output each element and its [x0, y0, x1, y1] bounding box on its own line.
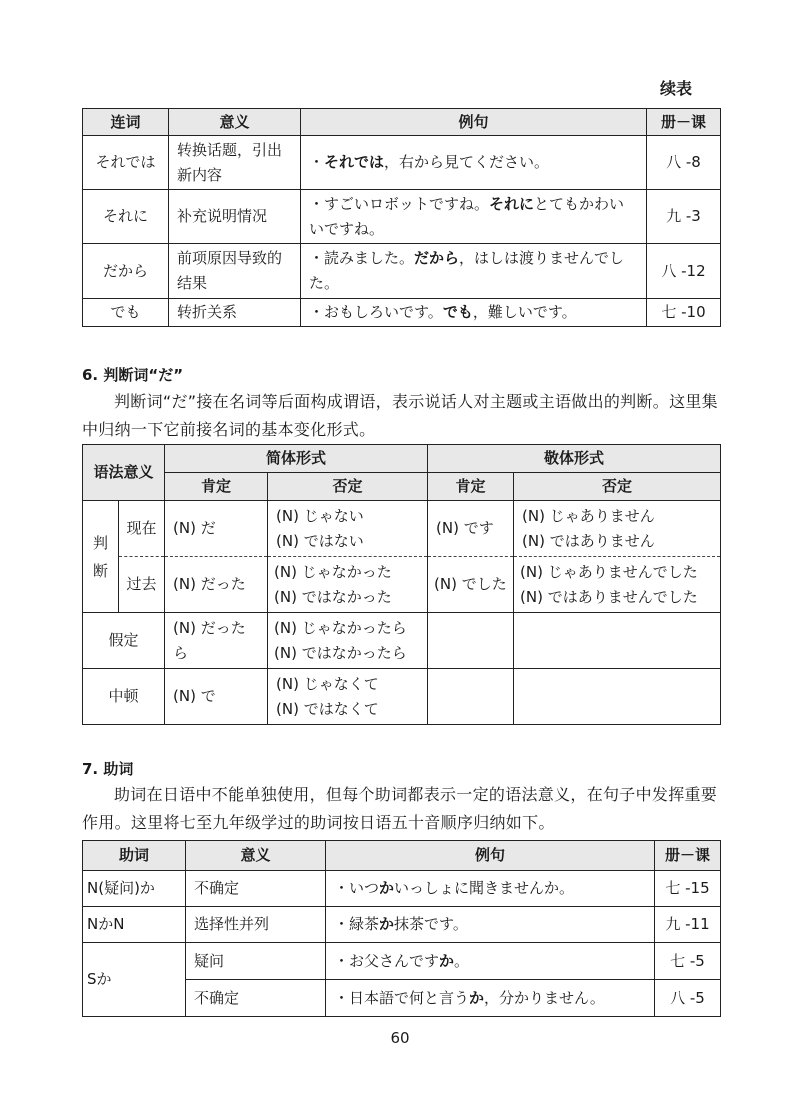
col-header-meaning: 意义 [169, 109, 301, 136]
plain-affirm-cell: (N) だ [165, 501, 268, 557]
section-6-heading: 6. 判断词“だ” [82, 366, 184, 384]
section-7-paragraph: 助词在日语中不能单独使用，但每个助词都表示一定的语法意义，在句子中发挥重要作用。这里将七至九年级学过的助词按日语五十音顺序归纳如下。 [82, 785, 718, 832]
empty-cell [428, 669, 514, 725]
col-header-example: 例句 [301, 109, 647, 136]
polite-affirm-cell: (N) です [428, 501, 514, 557]
word-cell: でも [83, 299, 169, 327]
col-header-word: 助词 [83, 841, 186, 871]
meaning-cell: 不确定 [186, 980, 326, 1017]
table-row [83, 907, 721, 943]
table-row [83, 943, 721, 980]
table-row [83, 871, 721, 907]
col-header-example: 例句 [326, 841, 655, 871]
section-7-heading: 7. 助词 [82, 760, 134, 778]
header-polite-form: 敬体形式 [428, 445, 721, 473]
col-header-word: 连词 [83, 109, 169, 136]
table-row [83, 190, 721, 244]
col-header-meaning: 意义 [186, 841, 326, 871]
table-row [83, 244, 721, 299]
word-cell: それに [83, 190, 169, 244]
plain-negate-cell: (N) じゃない (N) ではない [268, 501, 428, 557]
meaning-cell: 不确定 [186, 871, 326, 907]
table-row [83, 501, 721, 557]
header-polite-affirm: 肯定 [428, 473, 514, 501]
word-cell: NかN [83, 907, 186, 943]
plain-affirm-cell: (N) だった [165, 557, 268, 613]
empty-cell [428, 613, 514, 669]
judgment-forms-table [82, 444, 721, 725]
col-header-ref: 册－课 [647, 109, 721, 136]
ref-cell: 八 -5 [655, 980, 721, 1017]
header-grammar-meaning: 语法意义 [83, 445, 165, 501]
row-label: 中顿 [83, 669, 165, 725]
meaning-cell: 疑问 [186, 943, 326, 980]
empty-cell [514, 669, 721, 725]
ref-cell: 九 -3 [647, 190, 721, 244]
table-row [83, 669, 721, 725]
table-row [83, 299, 721, 327]
conjunction-table [82, 108, 721, 327]
header-polite-negate: 否定 [514, 473, 721, 501]
continued-label: 续表 [660, 79, 693, 98]
row-label: 现在 [119, 501, 165, 557]
plain-negate-cell: (N) じゃなかったら (N) ではなかったら [268, 613, 428, 669]
ref-cell: 八 -12 [647, 244, 721, 299]
example-cell: ・おもしろいです。でも，難しいです。 [301, 299, 647, 327]
col-header-ref: 册－课 [655, 841, 721, 871]
ref-cell: 八 -8 [647, 136, 721, 190]
empty-cell [514, 613, 721, 669]
ref-cell: 七 -15 [655, 871, 721, 907]
row-label: 过去 [119, 557, 165, 613]
ref-cell: 九 -11 [655, 907, 721, 943]
header-plain-negate: 否定 [268, 473, 428, 501]
table-row [83, 613, 721, 669]
row-label: 假定 [83, 613, 165, 669]
example-cell: ・読みました。だから，はしは渡りませんでした。 [301, 244, 647, 299]
meaning-cell: 转换话题，引出新内容 [169, 136, 301, 190]
example-cell: ・すごいロボットですね。それにとてもかわいいですね。 [301, 190, 647, 244]
meaning-cell: 补充说明情况 [169, 190, 301, 244]
ref-cell: 七 -10 [647, 299, 721, 327]
particle-table [82, 840, 721, 1017]
table-row [83, 136, 721, 190]
meaning-cell: 转折关系 [169, 299, 301, 327]
word-cell: それでは [83, 136, 169, 190]
plain-affirm-cell: (N) で [165, 669, 268, 725]
judgment-label: 判断 [83, 501, 119, 613]
ref-cell: 七 -5 [655, 943, 721, 980]
plain-affirm-cell: (N) だったら [165, 613, 268, 669]
word-cell: N(疑问)か [83, 871, 186, 907]
example-cell: ・日本語で何と言うか，分かりません。 [326, 980, 655, 1017]
example-cell: ・緑茶か抹茶です。 [326, 907, 655, 943]
table-row [83, 557, 721, 613]
example-cell: ・お父さんですか。 [326, 943, 655, 980]
example-cell: ・いつかいっしょに聞きませんか。 [326, 871, 655, 907]
plain-negate-cell: (N) じゃなかった (N) ではなかった [268, 557, 428, 613]
example-cell: ・それでは，右から見てください。 [301, 136, 647, 190]
plain-negate-cell: (N) じゃなくて (N) ではなくて [268, 669, 428, 725]
polite-affirm-cell: (N) でした [428, 557, 514, 613]
word-cell: だから [83, 244, 169, 299]
header-plain-affirm: 肯定 [165, 473, 268, 501]
page-number: 60 [390, 1029, 410, 1047]
word-cell: Sか [83, 943, 186, 1017]
polite-negate-cell: (N) じゃありませんでした (N) ではありませんでした [514, 557, 721, 613]
polite-negate-cell: (N) じゃありません (N) ではありません [514, 501, 721, 557]
section-6-paragraph: 判断词“だ”接在名词等后面构成谓语，表示说话人对主题或主语做出的判断。这里集中归纳一下它前接名词的基本变化形式。 [82, 392, 718, 439]
meaning-cell: 前项原因导致的结果 [169, 244, 301, 299]
header-plain-form: 简体形式 [165, 445, 428, 473]
meaning-cell: 选择性并列 [186, 907, 326, 943]
